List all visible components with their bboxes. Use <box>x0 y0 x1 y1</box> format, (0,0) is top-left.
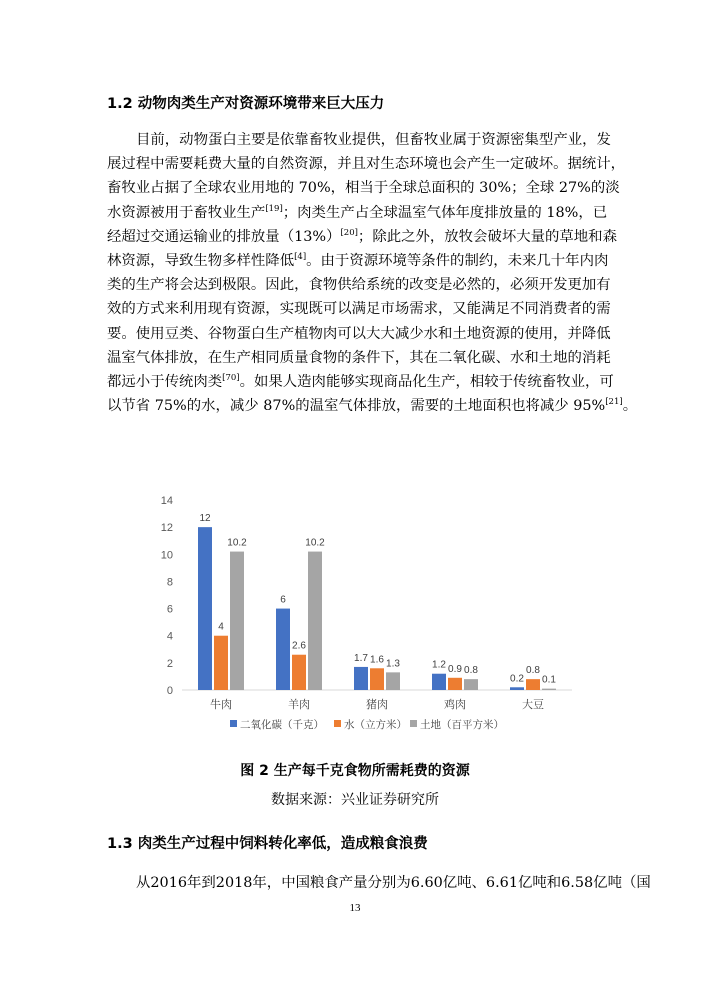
category-label: 大豆 <box>522 698 544 711</box>
figure-source: 数据来源：兴业证券研究所 <box>271 792 439 808</box>
data-label: 0.9 <box>448 663 462 675</box>
data-label: 10.2 <box>305 537 325 549</box>
citation-marker: [70] <box>222 373 240 384</box>
line-text: 水资源被用于畜牧业生产 <box>107 204 266 221</box>
citation-marker: [21] <box>605 397 623 408</box>
legend-label: 二氧化碳（千克） <box>240 719 324 731</box>
y-tick-label: 12 <box>160 522 173 535</box>
data-label: 0.8 <box>464 665 478 677</box>
line-text: 从2016年到2018年，中国粮食产量分别为6.60亿吨、6.61亿吨和6.58亿吨（国 <box>136 875 651 891</box>
bar <box>510 687 524 690</box>
paragraph-line <box>107 346 611 370</box>
data-label: 1.7 <box>354 652 368 664</box>
data-label: 6 <box>280 594 286 606</box>
page-number: 13 <box>349 902 361 914</box>
bar-chart <box>140 487 580 737</box>
citation-marker: [20] <box>340 227 358 238</box>
section-heading-1-2: 1.2 动物肉类生产对资源环境带来巨大压力 <box>107 96 385 112</box>
data-label: 0.8 <box>526 665 540 677</box>
bar <box>542 689 556 690</box>
line-text: 类的生产将会达到极限。因此，食物供给系统的改变是必然的，必须开发更加有 <box>107 277 611 294</box>
bar <box>370 668 384 690</box>
line-text: 温室气体排放，在生产相同质量食物的条件下，其在二氧化碳、水和土地的消耗 <box>107 349 611 366</box>
line-text: ；肉类生产占全球温室气体年度排放量的 18%，已 <box>282 204 608 221</box>
line-text: 要。使用豆类、谷物蛋白生产植物肉可以大大减少水和土地资源的使用，并降低 <box>107 325 611 342</box>
paragraph-line <box>107 249 609 273</box>
bar <box>386 672 400 690</box>
bar <box>214 636 228 690</box>
bar <box>198 527 212 690</box>
paragraph-1-2 <box>107 128 638 418</box>
y-tick-label: 10 <box>160 549 173 562</box>
paragraph-line <box>107 394 638 418</box>
line-text: 。 <box>622 398 638 415</box>
paragraph-line <box>107 322 611 346</box>
paragraph-line <box>107 370 614 394</box>
data-label: 2.6 <box>292 640 306 652</box>
bar <box>230 552 244 690</box>
data-label: 1.6 <box>370 654 384 666</box>
bar <box>276 609 290 690</box>
bar <box>526 679 540 690</box>
paragraph-line <box>107 152 626 176</box>
y-tick-label: 6 <box>166 603 173 616</box>
figure-title: 图 2 生产每千克食物所需耗费的资源 <box>240 763 470 779</box>
paragraph-line <box>107 871 651 895</box>
data-label: 0.2 <box>510 673 524 685</box>
bar-chart-svg <box>140 487 580 737</box>
data-label: 0.1 <box>542 674 556 686</box>
paragraph-line <box>107 201 608 225</box>
line-text: 以节省 75%的水，减少 87%的温室气体排放，需要的土地面积也将减少 95% <box>107 398 606 415</box>
legend-swatch <box>230 720 237 727</box>
category-label: 猪肉 <box>366 698 388 711</box>
bar <box>432 674 446 690</box>
data-label: 12 <box>199 513 211 525</box>
line-text: 展过程中需要耗费大量的自然资源，并且对生态环境也会产生一定破坏。据统计， <box>107 156 626 173</box>
line-text: 。由于资源环境等条件的制约，未来几十年内肉 <box>306 252 609 269</box>
line-text: 目前，动物蛋白主要是依靠畜牧业提供，但畜牧业属于资源密集型产业，发 <box>136 132 611 148</box>
legend-swatch <box>334 720 341 727</box>
line-text: 。如果人造肉能够实现商品化生产，相较于传统畜牧业，可 <box>239 373 614 390</box>
paragraph-line <box>107 225 617 249</box>
bar <box>292 655 306 690</box>
bar <box>464 679 478 690</box>
y-tick-label: 4 <box>166 630 173 643</box>
bar <box>448 678 462 690</box>
line-text: 林资源，导致生物多样性降低 <box>107 252 295 269</box>
data-label: 10.2 <box>227 537 247 549</box>
legend-label: 土地（百平方米） <box>420 719 504 731</box>
category-label: 羊肉 <box>288 698 310 711</box>
line-text: ；除此之外，放牧会破坏大量的草地和森 <box>357 228 617 245</box>
citation-marker: [4] <box>294 252 307 263</box>
category-label: 鸡肉 <box>444 698 466 711</box>
y-tick-label: 14 <box>160 495 173 507</box>
data-label: 4 <box>218 621 224 633</box>
section-heading-1-3: 1.3 肉类生产过程中饲料转化率低，造成粮食浪费 <box>107 836 428 852</box>
bar <box>354 667 368 690</box>
bar <box>308 552 322 690</box>
line-text: 经超过交通运输业的排放量（13%） <box>107 228 341 245</box>
data-label: 1.2 <box>432 659 446 671</box>
legend-label: 水（立方米） <box>344 719 407 731</box>
paragraph-line <box>107 128 611 152</box>
line-text: 都远小于传统肉类 <box>107 373 223 390</box>
paragraph-line <box>107 176 620 200</box>
y-tick-label: 2 <box>166 657 173 670</box>
paragraph-line <box>107 273 611 297</box>
data-label: 1.3 <box>386 658 400 670</box>
paragraph-1-3 <box>107 871 651 895</box>
legend-swatch <box>410 720 417 727</box>
category-label: 牛肉 <box>210 698 232 711</box>
citation-marker: [19] <box>265 203 283 214</box>
line-text: 效的方式来利用现有资源，实现既可以满足市场需求，又能满足不同消费者的需 <box>107 301 611 318</box>
line-text: 畜牧业占据了全球农业用地的 70%，相当于全球总面积的 30%；全球 27%的淡 <box>107 180 620 197</box>
y-tick-label: 8 <box>166 576 173 589</box>
y-tick-label: 0 <box>166 685 173 697</box>
paragraph-line <box>107 297 611 321</box>
